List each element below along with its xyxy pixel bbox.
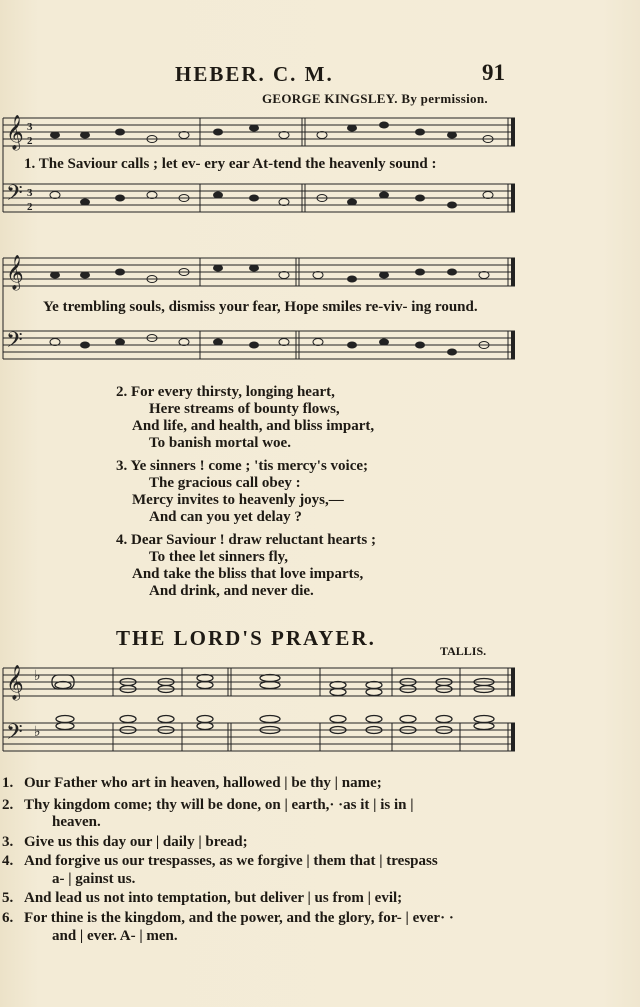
chant-score bbox=[0, 660, 640, 760]
verse-4-line-4: And drink, and never die. bbox=[149, 583, 314, 599]
chant-line-4b: a- | gainst us. bbox=[52, 871, 136, 887]
hymn-title: HEBER. C. M. bbox=[175, 62, 334, 86]
svg-text:𝄢: 𝄢 bbox=[6, 328, 23, 358]
svg-text:♭: ♭ bbox=[34, 669, 41, 684]
verse-2-line-2: Here streams of bounty flows, bbox=[149, 401, 340, 417]
chant-line-6b: and | ever. A- | men. bbox=[52, 928, 178, 944]
verse-3-line-2: The gracious call obey : bbox=[149, 475, 301, 491]
verse-3-line-4: And can you yet delay ? bbox=[149, 509, 302, 525]
verse-3-line-3: Mercy invites to heavenly joys,— bbox=[132, 492, 344, 508]
svg-text:2: 2 bbox=[27, 201, 33, 213]
chant-line-2b: heaven. bbox=[52, 814, 101, 830]
svg-text:𝄞: 𝄞 bbox=[6, 665, 24, 700]
verse-2-line-3: And life, and health, and bliss impart, bbox=[132, 418, 375, 434]
chant-line-3: 3. Give us this day our | daily | bread; bbox=[2, 834, 248, 850]
svg-text:𝄢: 𝄢 bbox=[6, 181, 23, 211]
chant-line-4: 4. And forgive us our trespasses, as we forgive | them that | trespass bbox=[2, 853, 438, 869]
verse-3-line-1: 3. Ye sinners ! come ; 'tis mercy's voice; bbox=[116, 458, 369, 474]
chant-line-5: 5. And lead us not into temptation, but deliver | us from | evil; bbox=[2, 890, 403, 906]
chant-title: THE LORD'S PRAYER. bbox=[116, 626, 376, 650]
hymn-lyric-line-2: Ye trembling souls, dismiss your fear, Hope smiles re-viv- ing round. bbox=[43, 299, 478, 315]
svg-text:3: 3 bbox=[27, 187, 33, 199]
hymn-lyric-line-1: 1. The Saviour calls ; let ev- ery ear At-tend the heavenly sound : bbox=[24, 156, 437, 172]
svg-text:𝄞: 𝄞 bbox=[6, 255, 24, 290]
page-number: 91 bbox=[482, 60, 505, 85]
svg-text:𝄢: 𝄢 bbox=[6, 720, 23, 750]
verse-4-line-3: And take the bliss that love imparts, bbox=[132, 566, 364, 582]
verse-2-line-1: 2. For every thirsty, longing heart, bbox=[116, 384, 335, 400]
svg-text:♭: ♭ bbox=[34, 725, 41, 740]
svg-text:𝄞: 𝄞 bbox=[6, 115, 24, 150]
verse-4-line-2: To thee let sinners fly, bbox=[149, 549, 289, 565]
verse-2-line-4: To banish mortal woe. bbox=[149, 435, 291, 451]
chant-line-6: 6. For thine is the kingdom, and the power, and the glory, for- | ever· · bbox=[2, 910, 454, 926]
chant-line-2: 2. Thy kingdom come; thy will be done, on | earth,· ·as it | is in | bbox=[2, 797, 414, 813]
svg-text:3: 3 bbox=[27, 121, 33, 133]
chant-line-1: 1. Our Father who art in heaven, hallowed | be thy | name; bbox=[2, 775, 382, 791]
hymn-composer: GEORGE KINGSLEY. By permission. bbox=[262, 91, 488, 106]
svg-text:2: 2 bbox=[27, 135, 33, 147]
verse-4-line-1: 4. Dear Saviour ! draw reluctant hearts ; bbox=[116, 532, 376, 548]
chant-composer: TALLIS. bbox=[440, 644, 487, 658]
